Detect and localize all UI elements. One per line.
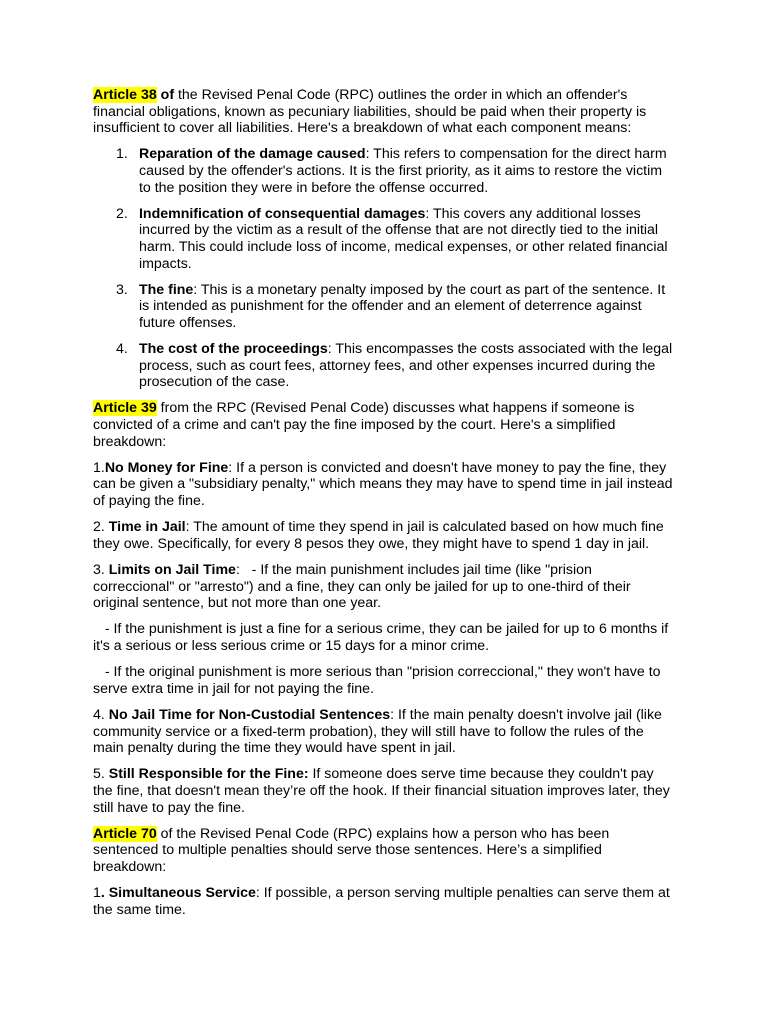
article-38-label-tail: of: [156, 87, 175, 103]
point-text: : The amount of time they spend in jail is calculated based on how much fine they owe. Specifically, for every 8 pesos they owe, they might have to spend 1 day in jail.: [93, 519, 664, 552]
point-text: : If possible, a person serving multiple penalties can serve them at the same time.: [93, 885, 670, 918]
item-term: The fine: [139, 281, 194, 298]
sub-point-text: - If the original punishment is more serious than "prision correccional," they won't have to serve extra time in jail for not paying the fine.: [93, 664, 661, 697]
article-38-paragraph: [93, 87, 693, 137]
article-39-intro: from the RPC (Revised Penal Code) discusses what happens if someone is convicted of a crime and can't pay the fine imposed by the court. Here's a simplified breakdown:: [93, 400, 635, 450]
item-text: : This is a monetary penalty imposed by the court as part of the sentence. It is intended as punishment for the offender and an element of deterrence against future offenses.: [139, 281, 666, 331]
point-term: . Simultaneous Service: [100, 885, 256, 902]
point-text: : If the main penalty doesn't involve jail (like community service or a fixed-term probation), they will still have to follow the rules of the main penalty during the time they would have spent in jail.: [93, 706, 662, 757]
point-term: Limits on Jail Time: [108, 562, 236, 578]
item-term: Reparation of the damage caused: [139, 146, 366, 163]
point-number: 1: [93, 885, 101, 902]
point-term: Time in Jail: [108, 519, 186, 536]
point-term: Still Responsible for the Fine:: [108, 766, 309, 783]
article-39-point-time-in-jail: [93, 519, 693, 552]
item-number: 2.: [116, 205, 128, 222]
liability-item-fine: [116, 281, 699, 332]
article-39-point-still-responsible: [93, 766, 693, 816]
article-38-label: Article 38: [93, 87, 157, 103]
liability-item-costs: [116, 341, 699, 391]
item-number: 3.: [116, 281, 128, 298]
article-39-point-no-money: [93, 460, 693, 510]
sub-point-text: - If the punishment is just a fine for a serious crime, they can be jailed for up to 6 months if it's a serious or less serious crime or 15 days for a minor crime.: [93, 621, 669, 654]
point-text: : - If the main punishment includes jail time (like "prision correccional" or "arresto") and a fine, they can only be jailed for up to one-third of their original sentence, but not more than one year.: [93, 562, 631, 612]
item-term: The cost of the proceedings: [139, 341, 328, 358]
item-text: : This covers any additional losses incurred by the victim as a result of the offense that are not directly tied to the initial harm. This could include loss of income, medical expenses, or other related financial impacts.: [139, 205, 668, 272]
point-number: 5.: [93, 766, 109, 783]
article-70-point-simultaneous: [93, 885, 693, 918]
item-number: 1.: [116, 146, 128, 163]
point-text: If someone does serve time because they couldn't pay the fine, that doesn't mean they’re off the hook. If their financial situation improves later, they still have to pay the fine.: [93, 766, 670, 816]
item-text: : This encompasses the costs associated with the legal process, such as court fees, attorney fees, and other expenses incurred during the prosecution of the case.: [139, 341, 673, 391]
article-70-paragraph: [93, 826, 693, 876]
article-70-label: Article 70: [93, 825, 157, 842]
article-39-point-non-custodial: [93, 707, 693, 757]
point-number: 4.: [93, 706, 109, 723]
item-term: Indemnification of consequential damages: [139, 205, 426, 222]
article-39-sub-point: [93, 621, 693, 654]
point-term: No Jail Time for Non-Custodial Sentences: [108, 706, 391, 723]
article-39-point-limits: [93, 562, 693, 612]
article-38-intro: the Revised Penal Code (RPC) outlines the order in which an offender's financial obligations, known as pecuniary liabilities, should be paid when their property is insufficient to cover all liabilities. Here's a breakdown of what each component means:: [93, 87, 647, 137]
point-term: No Money for Fine: [104, 459, 229, 476]
item-text: : This refers to compensation for the direct harm caused by the offender's actions. It is the first priority, as it aims to restore the victim to the position they were in before the offense occurred.: [139, 146, 667, 196]
point-number: 3.: [93, 562, 109, 578]
point-number: 2.: [93, 519, 109, 536]
item-number: 4.: [116, 341, 128, 358]
article-39-label: Article 39: [93, 400, 157, 417]
point-number: 1.: [93, 459, 105, 476]
article-39-sub-point: [93, 664, 693, 697]
liability-item-reparation: [116, 146, 699, 196]
point-text: : If a person is convicted and doesn't have money to pay the fine, they can be given a "subsidiary penalty," which means they may have to spend time in jail instead of paying the fine.: [93, 459, 673, 510]
liability-item-indemnification: [116, 205, 699, 272]
article-70-intro: of the Revised Penal Code (RPC) explains how a person who has been sentenced to multiple penalties should serve those sentences. Here’s a simplified breakdown:: [93, 825, 610, 875]
article-39-paragraph: [93, 400, 693, 450]
